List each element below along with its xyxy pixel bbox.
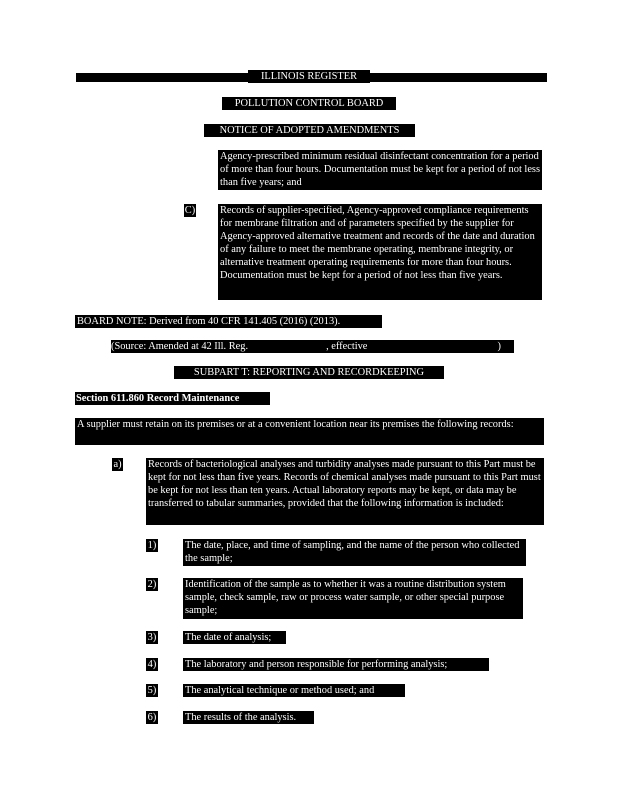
item-c-paragraph: Records of supplier-specified, Agency-approved compliance requirements for membrane filtration and of parameters specified by the supplier for Agency-approved alternative treatment and records of the date and duration of any failure to meet the membrane operating, membrane integrity, or alternative treatment operating requirements for more than four hours. Documentation must be kept for a period of not less than five years.	[218, 204, 542, 300]
source-suffix: )	[497, 341, 501, 352]
sub-item-5-text: The analytical technique or method used; and	[183, 684, 405, 697]
board-note: BOARD NOTE: Derived from 40 CFR 141.405 (2016) (2013).	[75, 315, 382, 328]
board-name: POLLUTION CONTROL BOARD	[222, 97, 396, 110]
item-a-paragraph: Records of bacteriological analyses and turbidity analyses made pursuant to this Part must be kept for not less than five years. Records of chemical analyses made pursuant to this Part must be kept for not less than ten years. Actual laboratory reports may be kept, or data may be transferred to tabular summaries, provided that the following information is included:	[146, 458, 544, 525]
intro-paragraph: A supplier must retain on its premises or at a convenient location near its premises the following records:	[75, 418, 544, 445]
source-line	[111, 340, 514, 353]
sub-item-5-label: 5)	[147, 685, 157, 696]
continued-paragraph: Agency-prescribed minimum residual disinfectant concentration for a period of more than four hours. Documentation must be kept for a period of not less than five years; and	[220, 151, 541, 188]
sub-item-4-text: The laboratory and person responsible for performing analysis;	[183, 658, 489, 671]
register-title: ILLINOIS REGISTER	[248, 70, 370, 83]
sub-item-3-label: 3)	[147, 632, 157, 643]
sub-item-2-label: 2)	[147, 579, 157, 590]
notice-title: NOTICE OF ADOPTED AMENDMENTS	[204, 124, 415, 137]
sub-item-4-label: 4)	[147, 659, 157, 670]
sub-item-6-text: The results of the analysis.	[183, 711, 314, 724]
sub-item-3-text: The date of analysis;	[183, 631, 286, 644]
subpart-title: SUBPART T: REPORTING AND RECORDKEEPING	[174, 366, 444, 379]
sub-item-1-label: 1)	[147, 540, 157, 551]
item-a-label: a)	[113, 459, 122, 470]
sub-item-6-label: 6)	[147, 712, 157, 723]
sub-item-2-text: Identification of the sample as to whether it was a routine distribution system sample, check sample, raw or process water sample, or other special purpose sample;	[183, 578, 523, 619]
section-title: Section 611.860 Record Maintenance	[75, 392, 270, 405]
source-prefix: (Source: Amended at 42 Ill. Reg.	[111, 341, 249, 352]
item-c-label: C)	[184, 205, 196, 216]
source-effective: , effective	[326, 341, 368, 352]
sub-item-1-text: The date, place, and time of sampling, and the name of the person who collected the sample;	[183, 539, 526, 566]
